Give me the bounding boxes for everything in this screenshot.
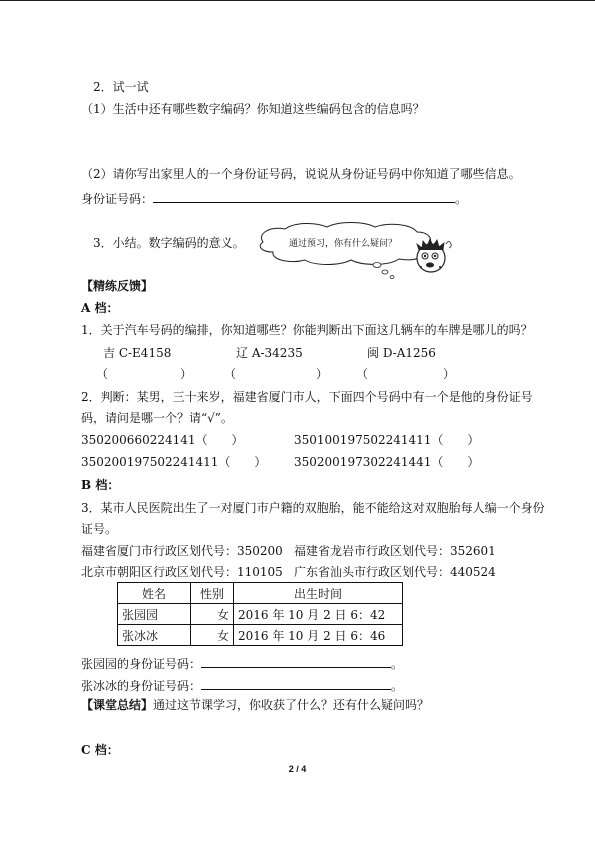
option-3[interactable]: 350200197502241411（ ） bbox=[81, 455, 267, 469]
level-a-label: A 档： bbox=[81, 301, 119, 315]
answer-line-2 bbox=[81, 677, 403, 693]
section2-heading: 2．试一试 bbox=[93, 80, 149, 94]
plate-1: 吉 C-E4158 bbox=[103, 346, 172, 360]
region-code-1: 福建省厦门市行政区划代号：350200 bbox=[81, 544, 283, 558]
region-code-3: 北京市朝阳区行政区划代号：110105 bbox=[81, 565, 283, 579]
region-code-2: 福建省龙岩市行政区划代号：352601 bbox=[294, 544, 496, 558]
table-cell-name: 张冰冰 bbox=[118, 625, 191, 646]
feedback-question-2-line-2: 码，请问是哪一个？请“√”。 bbox=[81, 411, 233, 425]
answer-1-label: 张园园的身份证号码： bbox=[81, 657, 202, 671]
answer-1-blank[interactable] bbox=[201, 655, 391, 668]
section2-question-2: （2）请你写出家里人的一个身份证号码，说说从身份证号码中你知道了哪些信息。 bbox=[81, 167, 521, 181]
id-number-line bbox=[81, 190, 467, 206]
plate-3: 闽 D-A1256 bbox=[367, 346, 436, 360]
feedback-question-3-line-1: 3．某市人民医院出生了一对厦门市户籍的双胞胎，能不能给这对双胞胎每人编一个身份 bbox=[81, 501, 545, 515]
plate-answer-3-close: ） bbox=[443, 367, 456, 381]
option-1[interactable]: 350200660224141（ ） bbox=[81, 433, 244, 447]
feedback-title: 【精练反馈】 bbox=[81, 279, 154, 293]
option-4[interactable]: 350200197302241441（ ） bbox=[294, 455, 480, 469]
section2-question-1: （1）生活中还有哪些数字编码？你知道这些编码包含的信息吗？ bbox=[81, 102, 425, 116]
table-cell-gender: 女 bbox=[191, 625, 234, 646]
plate-2: 辽 A-34235 bbox=[236, 346, 303, 360]
class-summary-title: 【课堂总结】 bbox=[81, 698, 154, 712]
table-header-name: 姓名 bbox=[118, 583, 191, 604]
class-summary bbox=[81, 698, 429, 712]
thought-cloud-text: 通过预习，你有什么疑问？ bbox=[289, 239, 398, 249]
plate-answer-2-open[interactable]: （ bbox=[224, 367, 237, 381]
answer-line-1 bbox=[81, 655, 403, 671]
answer-2-blank[interactable] bbox=[201, 677, 391, 690]
id-number-label: 身份证号码： bbox=[81, 192, 154, 206]
feedback-question-1: 1．关于汽车号码的编排，你知道哪些？你能判断出下面这几辆车的车牌是哪儿的吗？ bbox=[81, 323, 533, 337]
table-cell-gender: 女 bbox=[191, 604, 234, 625]
plate-answer-1-open[interactable]: （ bbox=[96, 367, 109, 381]
table-row bbox=[118, 604, 403, 625]
table-cell-birth-time: 2016 年 10 月 2 日 6：42 bbox=[234, 604, 403, 625]
id-number-end: 。 bbox=[455, 192, 468, 206]
region-code-4: 广东省汕头市行政区划代号：440524 bbox=[294, 565, 496, 579]
table-cell-name: 张园园 bbox=[118, 604, 191, 625]
answer-2-label: 张冰冰的身份证号码： bbox=[81, 679, 202, 693]
plate-answer-2-close: ） bbox=[316, 367, 329, 381]
plate-answer-row bbox=[0, 367, 595, 381]
table-header-row bbox=[118, 583, 403, 604]
top-border bbox=[0, 0, 595, 1]
table-header-gender: 性别 bbox=[191, 583, 234, 604]
option-2[interactable]: 350100197502241411（ ） bbox=[294, 433, 480, 447]
plate-answer-3-open[interactable]: （ bbox=[356, 367, 369, 381]
answer-1-end: 。 bbox=[391, 657, 404, 671]
twins-info-table bbox=[117, 582, 403, 646]
feedback-question-2-line-1: 2．判断：某男，三十来岁，福建省厦门市人，下面四个号码中有一个是他的身份证号 bbox=[81, 390, 533, 404]
class-summary-text: 通过这节课学习，你收获了什么？还有什么疑问吗？ bbox=[153, 698, 430, 712]
table-cell-birth-time: 2016 年 10 月 2 日 6：46 bbox=[234, 625, 403, 646]
table-header-birth-time: 出生时间 bbox=[234, 583, 403, 604]
plate-answer-1-close: ） bbox=[180, 367, 193, 381]
table-row bbox=[118, 625, 403, 646]
id-number-blank[interactable] bbox=[153, 190, 455, 203]
section3-summary: 3．小结。数字编码的意义。 bbox=[93, 236, 245, 250]
level-b-label: B 档： bbox=[81, 478, 120, 492]
page-number: 2 / 4 bbox=[288, 764, 307, 774]
feedback-question-3-line-2: 证号。 bbox=[81, 522, 118, 536]
level-c-label: C 档： bbox=[81, 743, 119, 757]
answer-2-end: 。 bbox=[391, 679, 404, 693]
